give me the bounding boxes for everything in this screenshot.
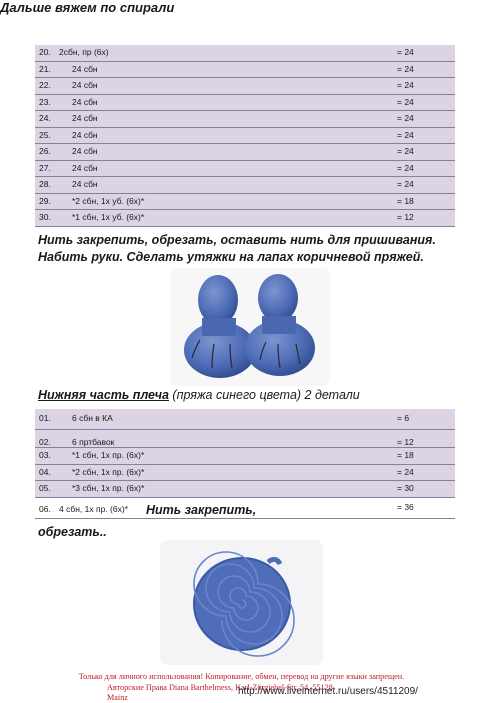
row-number: 28. (39, 179, 51, 189)
table-row (35, 161, 455, 178)
row-result: = 12 (397, 437, 414, 447)
table-row (35, 111, 455, 128)
row-number: 03. (39, 450, 51, 460)
section-title-bold: Нижняя часть плеча (38, 388, 169, 402)
row-result: = 24 (397, 63, 414, 74)
row-result: = 18 (397, 450, 414, 460)
copyright-notice: Только для личного использования! Копирование, обмен, перевод на другие языки запрещен. (78, 672, 405, 681)
row-description: *1 сбн, 1х уб. (6х)* (72, 212, 145, 222)
crocheted-arms-image (170, 268, 330, 386)
table-row (35, 498, 455, 519)
table-row (35, 62, 455, 79)
row-description: 24 сбн (72, 129, 98, 140)
row-description: 24 сбн (72, 162, 98, 173)
table-row (35, 78, 455, 95)
row-number: 23. (39, 96, 51, 107)
row-result: = 24 (397, 466, 414, 477)
row-result: = 12 (397, 212, 414, 222)
row-result: = 24 (397, 96, 414, 107)
row-number: 02. (39, 437, 51, 447)
row-result: = 24 (397, 162, 414, 173)
section-title (38, 388, 360, 402)
watermark-url: http://www.liveinternet.ru/users/4511209/ (238, 686, 418, 697)
row-result: = 24 (397, 129, 414, 140)
table-row (35, 430, 455, 448)
row-description: 24 сбн (72, 113, 98, 123)
row-description: 24 сбн (72, 80, 98, 90)
table-row (35, 144, 455, 161)
table-row (35, 45, 455, 62)
page-heading: Дальше вяжем по спирали (0, 0, 175, 15)
finish-note-line-1: Нить закрепить, обрезать, оставить нить для пришивания. (38, 233, 436, 247)
row-result: = 24 (397, 179, 414, 189)
row-result: = 24 (397, 113, 414, 123)
row-description: 6 сбн в КА (72, 413, 113, 423)
row-result: = 18 (397, 195, 414, 206)
row-number: 05. (39, 483, 51, 493)
row-number: 06. (39, 503, 51, 514)
row-description: 24 сбн (72, 63, 98, 74)
table-row (35, 194, 455, 211)
table-row (35, 409, 455, 430)
row-number: 01. (39, 413, 51, 423)
row-number: 22. (39, 80, 51, 90)
table-row (35, 128, 455, 145)
table-row (35, 210, 455, 227)
rows-table-2 (35, 409, 455, 519)
row-number: 30. (39, 212, 51, 222)
row-description: 2сбн, пр (6х) (59, 47, 109, 57)
row-description: *2 сбн, 1х уб. (6х)* (72, 195, 145, 206)
section-title-rest: (пряжа синего цвета) 2 детали (168, 388, 360, 402)
row-number: 29. (39, 195, 51, 206)
row-result: = 24 (397, 80, 414, 90)
finish-note-inline: Нить закрепить, (146, 502, 257, 517)
row-number: 24. (39, 113, 51, 123)
arms-photo (170, 268, 330, 386)
row-description: 24 сбн (72, 146, 98, 156)
finish-note-line-2: Набить руки. Сделать утяжки на лапах коричневой пряжей. (38, 250, 424, 264)
row-number: 27. (39, 162, 51, 173)
table-row (35, 465, 455, 482)
row-description: *2 сбн, 1х пр. (6х)* (72, 466, 145, 477)
crocheted-circle-image (160, 540, 323, 665)
row-description: 6 пртбавок (72, 437, 115, 447)
row-result: = 24 (397, 146, 414, 156)
table-row (35, 481, 455, 498)
row-number: 04. (39, 466, 51, 477)
table-row (35, 177, 455, 194)
finish-note-line-3: обрезать.. (38, 525, 107, 539)
row-number: 20. (39, 47, 51, 57)
copyright-author: Авторские Права Diana Barthelmess, Karl-Zörgiebel-Str. 54, 55128 Mainz (107, 683, 333, 702)
row-description: *3 сбн, 1х пр. (6х)* (72, 483, 145, 493)
table-row (35, 95, 455, 112)
row-result: = 24 (397, 47, 414, 57)
rows-table-1 (35, 45, 455, 227)
row-number: 26. (39, 146, 51, 156)
row-description: 24 сбн (72, 96, 98, 107)
circle-photo (160, 540, 323, 665)
row-result: = 30 (397, 483, 414, 493)
row-result: = 6 (397, 413, 410, 423)
row-number: 21. (39, 63, 51, 74)
row-number: 25. (39, 129, 51, 140)
row-description: 24 сбн (72, 179, 98, 189)
row-result: = 36 (397, 501, 414, 512)
row-description: *1 сбн, 1х пр. (6х)* (72, 450, 145, 460)
row-description: 4 сбн, 1х пр. (6х)* (59, 503, 128, 514)
table-row (35, 448, 455, 465)
